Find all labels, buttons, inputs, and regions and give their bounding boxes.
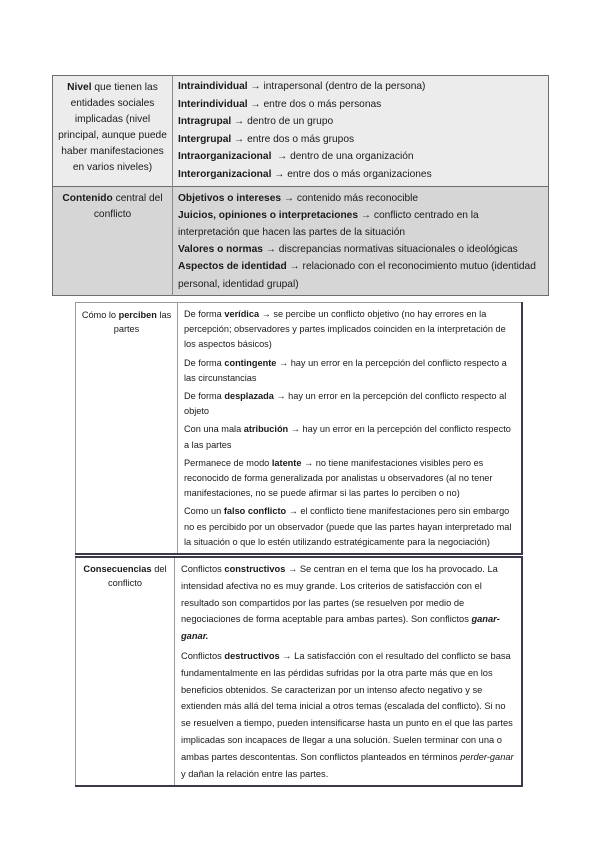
para-post2: y dañan la relación entre las partes.	[181, 768, 329, 779]
arrow: →	[262, 244, 279, 256]
para-term: constructivos	[224, 564, 286, 574]
arrow: →	[358, 209, 374, 221]
list-item	[184, 356, 515, 386]
consequences-label-cell	[76, 557, 175, 786]
item-desc: intrapersonal (dentro de la persona)	[263, 81, 426, 92]
item-desc: contenido más reconocible	[296, 192, 419, 204]
item-term: Intraorganizacional	[178, 151, 272, 163]
para-pre: Conflictos	[181, 650, 225, 661]
consequences-items-cell	[175, 557, 523, 786]
item-desc: relacionado con el reconocimiento mutuo (identidad personal, identidad grupal)	[178, 261, 536, 290]
item-term: Valores o normas	[178, 244, 263, 256]
item-term: latente	[271, 457, 302, 468]
list-item	[178, 190, 543, 207]
nivel-label-cell	[53, 76, 173, 187]
para-post: → Se centran en el tema que los ha provocado. La intensidad afectiva no es muy grande. Los criterios de satisfacción con el resultado son compartidos por las partes (se resuelven por medio de negociaciones de forma aceptable para ambas partes). Son conflictos	[181, 564, 498, 625]
item-term: Interorganizacional	[178, 168, 272, 180]
arrow: →	[286, 261, 303, 273]
arrow: →	[271, 151, 291, 163]
item-term: falso conflicto	[223, 506, 287, 517]
perception-items-cell	[178, 303, 523, 555]
para-italic: ganar-ganar.	[181, 614, 500, 642]
table-row	[53, 76, 549, 187]
nivel-term: Nivel	[67, 82, 92, 93]
constructive-paragraph	[181, 561, 515, 645]
list-item	[178, 96, 543, 114]
list-item	[184, 422, 515, 452]
item-term: Intergrupal	[178, 133, 232, 145]
list-item	[178, 258, 543, 292]
list-item	[178, 166, 543, 184]
item-term: contingente	[224, 357, 277, 368]
item-post: → hay un error en la percepción del conflicto respecto a las circunstancias	[184, 357, 507, 383]
nivel-items-cell	[173, 76, 549, 187]
item-post: → no tiene manifestaciones visibles pero es reconocido de forma generalizada por analistas u observadores (al no tener manifestaciones, no se puede afirmar si las partes lo perciben o no)	[184, 457, 493, 499]
list-item	[178, 131, 543, 149]
contenido-description: central del conflicto	[93, 192, 163, 220]
item-term: Intraindividual	[178, 81, 248, 92]
item-term: Objetivos o intereses	[178, 192, 282, 204]
list-item	[178, 207, 543, 241]
conflict-perception-table	[75, 302, 523, 555]
label-pre: Cómo lo	[81, 310, 119, 320]
list-item	[178, 148, 543, 166]
arrow: →	[231, 116, 248, 128]
para-pre: Conflictos	[181, 564, 225, 574]
table-row	[76, 303, 523, 555]
arrow: →	[231, 133, 248, 145]
item-desc: entre dos o más organizaciones	[287, 168, 432, 180]
item-desc: entre dos o más grupos	[247, 133, 355, 145]
table-row	[53, 186, 549, 295]
destructive-paragraph	[181, 648, 515, 782]
list-item	[178, 241, 543, 258]
item-desc: conflicto centrado en la interpretación que hacen las partes de la situación	[178, 209, 479, 238]
list-item	[178, 113, 543, 131]
conflict-consequences-table	[75, 556, 523, 787]
list-item	[184, 504, 515, 550]
list-item	[184, 456, 515, 502]
item-pre: De forma	[184, 357, 225, 368]
consecuencias-term: Consecuencias	[83, 564, 152, 574]
item-term: desplazada	[224, 391, 274, 402]
arrow: →	[281, 192, 297, 204]
item-desc: dentro de una organización	[290, 151, 414, 163]
para-post: → La satisfacción con el resultado del conflicto se basa fundamentalmente en las pérdidas sufridas por la otra parte más que en los beneficios obtenidos. Se caracterizan por un intenso afecto negativo y se extienden más allá del tema inicial a otros temas (escalada del conflicto). Si no se resuelven a tiempo, pueden intensificarse hasta un punto en el que las partes implicadas son incapaces de llegar a una solución. Suelen terminar con una o ambas partes descontentas. Son conflictos planteados en términos	[181, 650, 513, 762]
item-post: → hay un error en la percepción del conflicto respecto al objeto	[184, 391, 507, 417]
list-item	[178, 78, 543, 96]
contenido-label-cell	[53, 186, 173, 295]
item-desc: entre dos o más personas	[263, 98, 382, 110]
arrow: →	[271, 168, 288, 180]
item-term: verídica	[224, 309, 260, 319]
item-pre: Permanece de modo	[184, 457, 272, 468]
list-item	[184, 389, 515, 419]
list-item	[184, 307, 515, 353]
perciben-term: perciben	[118, 310, 157, 320]
conflict-level-content-table	[52, 75, 549, 296]
item-post: → el conflicto tiene manifestaciones pero sin embargo no es percibido por un observador (puede que las partes hayan interpretado mal la situación o que lo estén utilizando estratégicamente para la negociación)	[184, 506, 512, 547]
item-term: Juicios, opiniones o interpretaciones	[178, 209, 359, 221]
arrow: →	[247, 81, 264, 92]
item-term: Interindividual	[178, 98, 248, 110]
item-pre: Como un	[184, 506, 224, 517]
arrow: →	[247, 98, 264, 110]
contenido-term: Contenido	[62, 192, 113, 204]
nivel-description: que tienen las entidades sociales implicadas (nivel principal, aunque puede haber manifestaciones en varios niveles)	[58, 82, 167, 173]
item-pre: Con una mala	[184, 424, 244, 435]
para-term: destructivos	[224, 650, 280, 661]
item-pre: De forma	[184, 309, 225, 319]
table-row	[76, 557, 523, 786]
item-term: atribución	[243, 424, 289, 435]
item-pre: De forma	[184, 391, 225, 402]
item-post: → se percibe un conflicto objetivo (no hay errores en la percepción; observadores y partes implicados coinciden en la interpretación de los aspectos básicos)	[184, 309, 506, 350]
perception-label-cell	[76, 303, 178, 555]
item-term: Intragrupal	[178, 116, 232, 128]
item-desc: dentro de un grupo	[247, 116, 334, 128]
contenido-items-cell	[173, 186, 549, 295]
consecuencias-description: del conflicto	[107, 564, 167, 588]
para-italic: perder-ganar	[460, 751, 514, 762]
item-term: Aspectos de identidad	[178, 261, 287, 273]
item-desc: discrepancias normativas situacionales o ideológicas	[278, 244, 518, 256]
label-post: las partes	[113, 310, 172, 334]
item-post: → hay un error en la percepción del conflicto respecto a las partes	[184, 424, 511, 450]
